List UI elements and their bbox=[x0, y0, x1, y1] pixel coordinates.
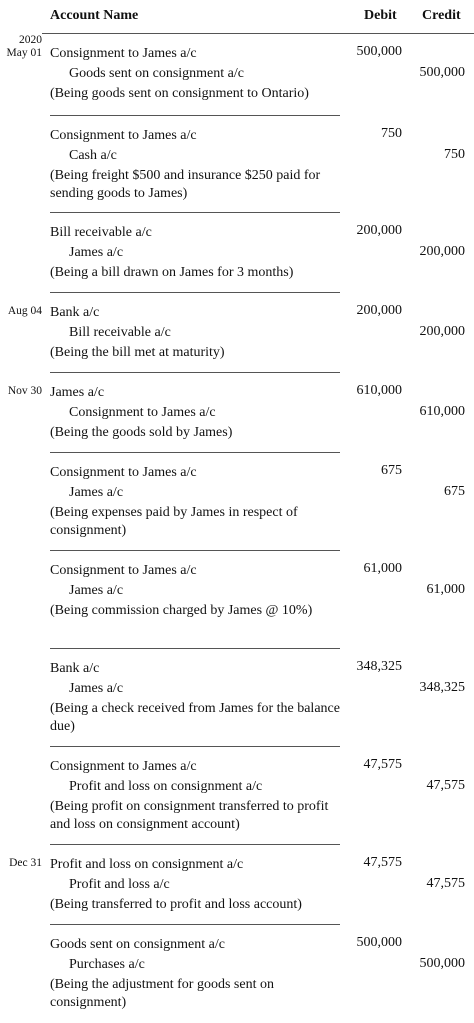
debit-account: Consignment to James a/c bbox=[50, 465, 197, 480]
debit-amount: 500,000 bbox=[356, 44, 402, 59]
narration: (Being freight $500 and insurance $250 paid for sending goods to James) bbox=[50, 168, 321, 201]
credit-amount: 47,575 bbox=[426, 778, 465, 793]
credit-account: James a/c bbox=[69, 583, 124, 598]
table-header bbox=[0, 0, 474, 34]
narration: (Being a check received from James for the balance due) bbox=[50, 701, 340, 734]
entry-date bbox=[0, 385, 42, 398]
debit-account: Bank a/c bbox=[50, 661, 100, 676]
narration: (Being transferred to profit and loss account) bbox=[50, 897, 302, 912]
journal-entry bbox=[0, 373, 474, 453]
credit-amount: 61,000 bbox=[426, 582, 465, 597]
journal-entry bbox=[0, 293, 474, 373]
credit-account: James a/c bbox=[69, 245, 124, 260]
debit-account: Bank a/c bbox=[50, 305, 100, 320]
credit-amount: 200,000 bbox=[419, 244, 465, 259]
entry-date bbox=[0, 34, 42, 60]
credit-account: Cash a/c bbox=[69, 148, 117, 163]
credit-account: Bill receivable a/c bbox=[69, 325, 171, 340]
header-debit: Debit bbox=[364, 8, 397, 23]
narration: (Being the goods sold by James) bbox=[50, 425, 233, 440]
debit-amount: 675 bbox=[381, 463, 402, 478]
debit-account: Consignment to James a/c bbox=[50, 128, 197, 143]
credit-amount: 348,325 bbox=[419, 680, 465, 695]
entry-date-part: 2020 bbox=[19, 34, 42, 46]
journal-entry bbox=[0, 34, 474, 116]
debit-account: Goods sent on consignment a/c bbox=[50, 937, 225, 952]
debit-account: Consignment to James a/c bbox=[50, 563, 197, 578]
journal-entry bbox=[0, 925, 474, 1023]
credit-account: Consignment to James a/c bbox=[69, 405, 216, 420]
narration: (Being profit on consignment transferred to profit and loss on consignment account) bbox=[50, 799, 329, 832]
narration: (Being the bill met at maturity) bbox=[50, 345, 225, 360]
entry-date bbox=[0, 305, 42, 318]
header-credit: Credit bbox=[422, 8, 461, 23]
credit-amount: 47,575 bbox=[426, 876, 465, 891]
journal-entry bbox=[0, 213, 474, 293]
credit-amount: 500,000 bbox=[419, 956, 465, 971]
entry-date-part: May 01 bbox=[6, 47, 42, 59]
debit-amount: 750 bbox=[381, 126, 402, 141]
debit-account: Bill receivable a/c bbox=[50, 225, 152, 240]
journal-entry bbox=[0, 747, 474, 845]
debit-account: Consignment to James a/c bbox=[50, 759, 197, 774]
credit-amount: 500,000 bbox=[419, 65, 465, 80]
credit-account: James a/c bbox=[69, 485, 124, 500]
entry-date-part: Aug 04 bbox=[7, 305, 42, 317]
credit-account: Profit and loss a/c bbox=[69, 877, 170, 892]
entry-date-part: Dec 31 bbox=[9, 857, 42, 869]
credit-amount: 200,000 bbox=[419, 324, 465, 339]
credit-account: Purchases a/c bbox=[69, 957, 145, 972]
credit-amount: 610,000 bbox=[419, 404, 465, 419]
credit-amount: 675 bbox=[444, 484, 465, 499]
debit-amount: 348,325 bbox=[356, 659, 402, 674]
entry-date-part: Nov 30 bbox=[7, 385, 42, 397]
debit-amount: 200,000 bbox=[356, 223, 402, 238]
journal-entry bbox=[0, 845, 474, 925]
debit-amount: 61,000 bbox=[363, 561, 402, 576]
journal-entry bbox=[0, 116, 474, 213]
credit-account: James a/c bbox=[69, 681, 124, 696]
header-account-name: Account Name bbox=[50, 8, 139, 23]
debit-account: Consignment to James a/c bbox=[50, 46, 197, 61]
debit-amount: 47,575 bbox=[363, 855, 402, 870]
debit-amount: 500,000 bbox=[356, 935, 402, 950]
entry-date bbox=[0, 857, 42, 870]
credit-account: Profit and loss on consignment a/c bbox=[69, 779, 263, 794]
journal-entry bbox=[0, 649, 474, 747]
narration: (Being a bill drawn on James for 3 months) bbox=[50, 265, 294, 280]
narration: (Being commission charged by James @ 10%) bbox=[50, 603, 313, 618]
debit-amount: 610,000 bbox=[356, 383, 402, 398]
journal-entry bbox=[0, 453, 474, 551]
journal-entries bbox=[0, 34, 474, 1023]
debit-account: James a/c bbox=[50, 385, 105, 400]
debit-account: Profit and loss on consignment a/c bbox=[50, 857, 244, 872]
narration: (Being expenses paid by James in respect of consignment) bbox=[50, 505, 298, 538]
debit-amount: 47,575 bbox=[363, 757, 402, 772]
journal-entry bbox=[0, 551, 474, 649]
debit-amount: 200,000 bbox=[356, 303, 402, 318]
narration: (Being the adjustment for goods sent on consignment) bbox=[50, 977, 274, 1010]
narration: (Being goods sent on consignment to Ontario) bbox=[50, 86, 309, 101]
credit-account: Goods sent on consignment a/c bbox=[69, 66, 244, 81]
credit-amount: 750 bbox=[444, 147, 465, 162]
